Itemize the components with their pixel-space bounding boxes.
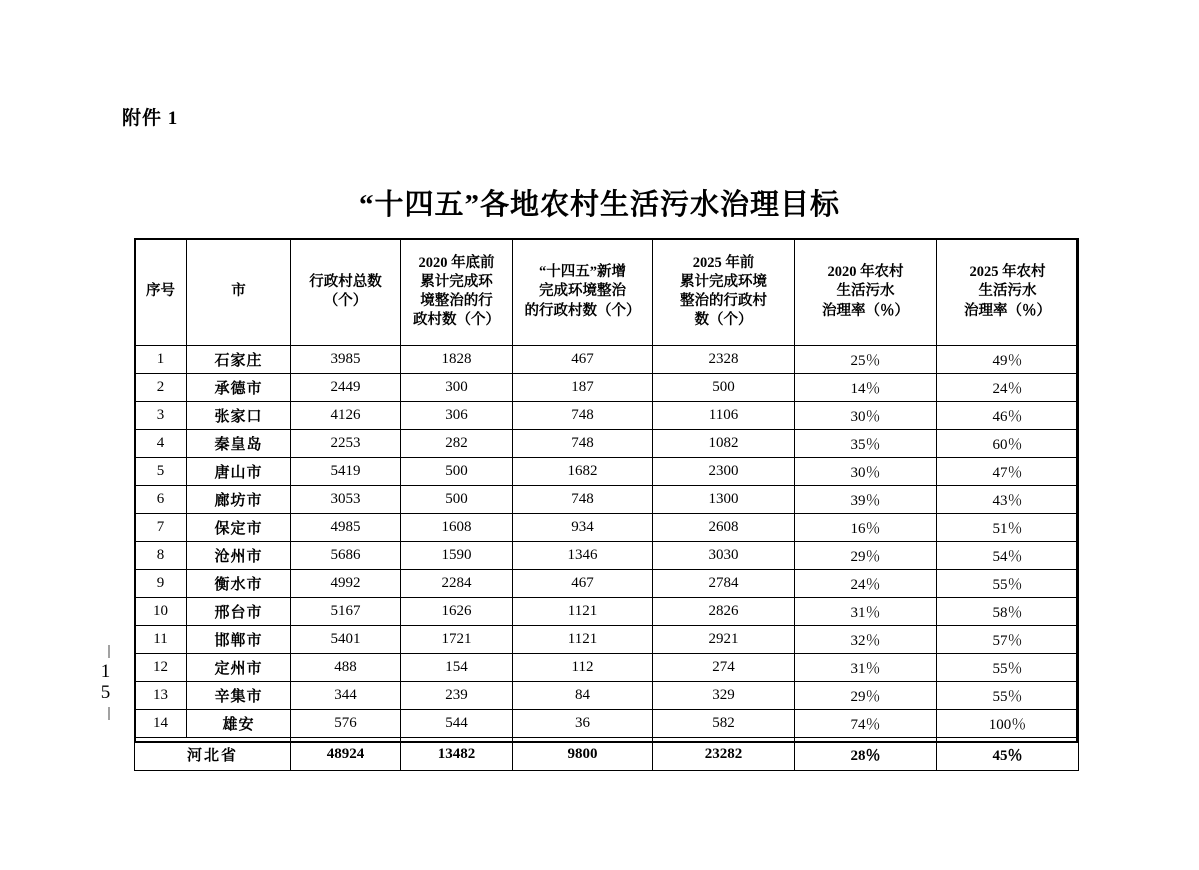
cell-total-villages: 5167 [291,598,401,626]
cell-completed-2020: 544 [401,710,513,738]
cell-completed-2020: 1626 [401,598,513,626]
column-header-rate-2020 [795,239,937,346]
cell-new-145: 1346 [513,542,653,570]
cell-new-145: 36 [513,710,653,738]
cell-new-145: 1121 [513,598,653,626]
cell-rate-2025: 46％ [937,402,1079,430]
cell-rate-2020: 32％ [795,626,937,654]
cell-no: 5 [135,458,187,486]
cell-new-145: 9800 [513,738,653,771]
cell-rate-2020: 30％ [795,402,937,430]
cell-rate-2020: 31％ [795,654,937,682]
cell-total-villages: 4126 [291,402,401,430]
header-line: 生活污水 [978,283,1037,300]
page-number-dash-bottom: | [107,705,111,721]
cell-total-2025: 23282 [653,738,795,771]
cell-new-145: 187 [513,374,653,402]
header-line: “十四五”新增 [539,264,626,281]
header-line: 2020 年农村 [827,264,904,281]
cell-rate-2020: 25％ [795,346,937,374]
cell-total-villages: 2253 [291,430,401,458]
cell-rate-2020: 29％ [795,542,937,570]
cell-rate-2025: 49％ [937,346,1079,374]
cell-total-name: 河北省 [135,738,291,771]
cell-total-villages: 48924 [291,738,401,771]
cell-city: 秦皇岛 [187,430,291,458]
cell-no: 10 [135,598,187,626]
header-line: 整治的行政村 [680,293,767,309]
cell-new-145: 1121 [513,626,653,654]
cell-rate-2020: 30％ [795,458,937,486]
cell-rate-2020: 24％ [795,570,937,598]
table-header-row [135,239,1079,346]
header-line: 政村数（个） [413,312,500,329]
cell-rate-2020: 29％ [795,682,937,710]
column-header-city [187,239,291,346]
cell-rate-2020: 74％ [795,710,937,738]
cell-completed-2020: 1608 [401,514,513,542]
header-line: 市 [231,283,246,300]
cell-total-villages: 5686 [291,542,401,570]
cell-city: 辛集市 [187,682,291,710]
table-row [135,542,1079,570]
cell-completed-2020: 282 [401,430,513,458]
cell-no: 6 [135,486,187,514]
cell-total-villages: 2449 [291,374,401,402]
table-row [135,598,1079,626]
cell-rate-2025: 55％ [937,654,1079,682]
cell-rate-2020: 31％ [795,598,937,626]
cell-completed-2020: 154 [401,654,513,682]
cell-total-2025: 582 [653,710,795,738]
cell-completed-2020: 500 [401,458,513,486]
table-row [135,654,1079,682]
cell-rate-2025: 54％ [937,542,1079,570]
cell-new-145: 1682 [513,458,653,486]
cell-city: 衡水市 [187,570,291,598]
cell-new-145: 748 [513,430,653,458]
cell-total-2025: 2608 [653,514,795,542]
cell-total-villages: 5419 [291,458,401,486]
cell-total-villages: 4992 [291,570,401,598]
cell-total-2025: 274 [653,654,795,682]
column-header-completed-2020 [401,239,513,346]
cell-total-villages: 576 [291,710,401,738]
cell-city: 唐山市 [187,458,291,486]
rural-sewage-target-table [134,238,1079,771]
cell-total-villages: 4985 [291,514,401,542]
page-title: “十四五”各地农村生活污水治理目标 [358,189,840,221]
header-line: 2025 年农村 [969,264,1046,281]
cell-city: 雄安 [187,710,291,738]
header-line: 完成环境整治 [539,283,626,300]
table-row [135,486,1079,514]
cell-completed-2020: 1828 [401,346,513,374]
attachment-label: 附件 1 [122,108,179,129]
data-table-container [134,238,1078,771]
cell-total-2025: 3030 [653,542,795,570]
cell-rate-2025: 60％ [937,430,1079,458]
table-body [135,346,1079,771]
table-row [135,626,1079,654]
cell-new-145: 467 [513,570,653,598]
cell-total-2025: 1300 [653,486,795,514]
header-line: 2025 年前 [692,254,755,271]
header-line: 的行政村数（个） [524,302,641,319]
cell-city: 承德市 [187,374,291,402]
cell-city: 保定市 [187,514,291,542]
column-header-rate-2025 [937,239,1079,346]
cell-rate-2025: 55％ [937,682,1079,710]
cell-no: 3 [135,402,187,430]
cell-city: 廊坊市 [187,486,291,514]
cell-rate-2020: 28％ [795,738,937,771]
cell-total-villages: 344 [291,682,401,710]
cell-no: 14 [135,710,187,738]
cell-new-145: 84 [513,682,653,710]
cell-city: 定州市 [187,654,291,682]
table-row [135,458,1079,486]
cell-completed-2020: 2284 [401,570,513,598]
cell-total-2025: 2300 [653,458,795,486]
header-line: 序号 [146,283,175,300]
cell-rate-2025: 43％ [937,486,1079,514]
table-row [135,514,1079,542]
cell-total-2025: 329 [653,682,795,710]
cell-no: 13 [135,682,187,710]
page-number-value: 15 [95,661,116,703]
cell-total-2025: 500 [653,374,795,402]
cell-total-2025: 2921 [653,626,795,654]
cell-city: 邯郸市 [187,626,291,654]
header-line: 数（个） [694,312,753,329]
table-row [135,710,1079,738]
cell-total-villages: 3985 [291,346,401,374]
cell-city: 邢台市 [187,598,291,626]
table-total-row [135,738,1079,771]
cell-rate-2025: 51％ [937,514,1079,542]
cell-no: 8 [135,542,187,570]
cell-total-villages: 488 [291,654,401,682]
cell-new-145: 748 [513,402,653,430]
cell-no: 1 [135,346,187,374]
cell-rate-2020: 14％ [795,374,937,402]
table-row [135,374,1079,402]
cell-completed-2020: 1590 [401,542,513,570]
header-line: 累计完成环 [420,273,493,290]
cell-rate-2025: 55％ [937,570,1079,598]
table-row [135,402,1079,430]
cell-total-2025: 2784 [653,570,795,598]
cell-rate-2020: 39％ [795,486,937,514]
header-line: 行政村总数 [309,273,382,290]
cell-new-145: 467 [513,346,653,374]
page-number-dash-top: | [107,643,111,659]
column-header-new-145 [513,239,653,346]
cell-no: 11 [135,626,187,654]
cell-completed-2020: 300 [401,374,513,402]
cell-rate-2020: 35％ [795,430,937,458]
column-header-total-2025 [653,239,795,346]
table-row [135,570,1079,598]
cell-total-villages: 3053 [291,486,401,514]
cell-no: 2 [135,374,187,402]
cell-new-145: 934 [513,514,653,542]
header-line: 境整治的行 [420,293,493,309]
cell-rate-2025: 100％ [937,710,1079,738]
cell-total-2025: 1082 [653,430,795,458]
header-line: 累计完成环境 [680,273,767,290]
cell-total-2025: 1106 [653,402,795,430]
table-row [135,430,1079,458]
header-line: 生活污水 [836,283,895,300]
cell-completed-2020: 1721 [401,626,513,654]
cell-city: 沧州市 [187,542,291,570]
table-row [135,346,1079,374]
cell-completed-2020: 500 [401,486,513,514]
cell-total-villages: 5401 [291,626,401,654]
table-row [135,682,1079,710]
header-line: 治理率（％） [822,302,909,319]
cell-completed-2020: 13482 [401,738,513,771]
column-header-total-villages [291,239,401,346]
cell-rate-2025: 45％ [937,738,1079,771]
cell-rate-2025: 47％ [937,458,1079,486]
cell-rate-2025: 24％ [937,374,1079,402]
cell-no: 7 [135,514,187,542]
cell-no: 9 [135,570,187,598]
cell-rate-2025: 58％ [937,598,1079,626]
header-line: （个） [323,293,368,309]
cell-no: 12 [135,654,187,682]
cell-rate-2020: 16％ [795,514,937,542]
page-number [96,645,122,719]
cell-total-2025: 2328 [653,346,795,374]
cell-city: 石家庄 [187,346,291,374]
cell-no: 4 [135,430,187,458]
header-line: 2020 年底前 [418,254,495,271]
cell-rate-2025: 57％ [937,626,1079,654]
cell-completed-2020: 306 [401,402,513,430]
cell-new-145: 748 [513,486,653,514]
cell-completed-2020: 239 [401,682,513,710]
table-header [135,239,1079,346]
column-header-no [135,239,187,346]
cell-new-145: 112 [513,654,653,682]
cell-total-2025: 2826 [653,598,795,626]
header-line: 治理率（％） [964,302,1051,319]
cell-city: 张家口 [187,402,291,430]
